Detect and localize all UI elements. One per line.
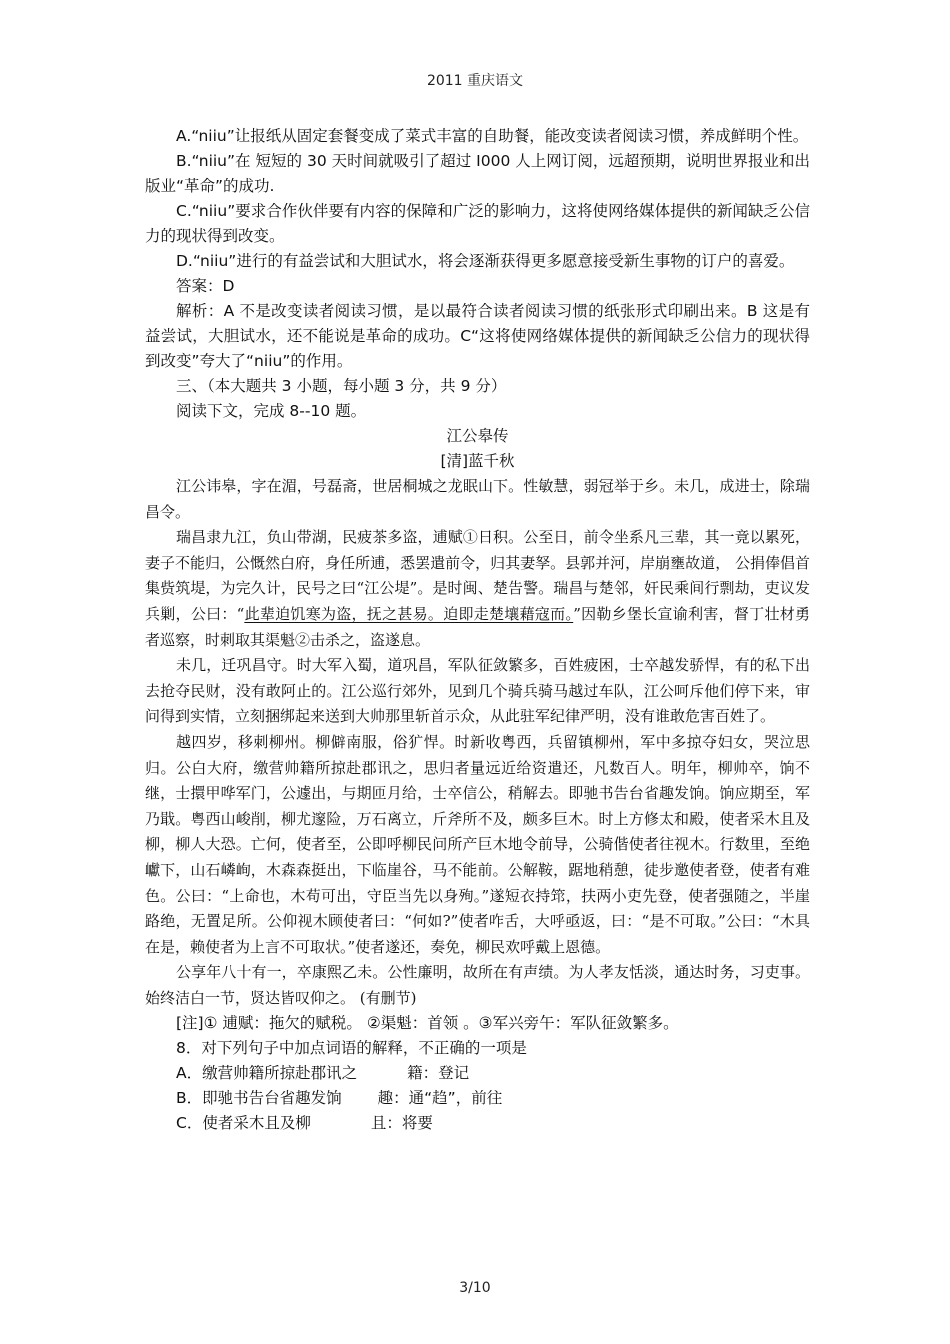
article-title: 江公皋传 bbox=[446, 427, 509, 445]
option-a-q7: A.“niiu”让报纸从固定套餐变成了菜式丰富的自助餐，能改变读者阅读习惯，养成鲜明个性。 bbox=[176, 127, 809, 145]
option-sentence: 即驰书告台省趣发饷 bbox=[202, 1089, 342, 1108]
underlined-sentence: 此辈迫饥寒为盗，抚之甚易。迫即走楚壤藉寇而。 bbox=[244, 604, 574, 623]
article-paragraph-4: 越四岁，移刺柳州。柳僻南服，俗犷悍。时新收粤西，兵留镇柳州，军中多掠夺妇女，哭泣思归。公白大府，缴营帅籍所掠赴郡讯之，思归者量远近给资遣还，凡数百人。明年，柳帅卒，饷不继，士擐甲哗军门，公遽出，与期匝月给，士卒信公，稍解去。即驰书告台省趣发饷。饷应期至，军乃戢。粤西山峻削，柳尤邃险，万石离立，斤斧所不及，颇多巨木。时上方修太和殿，使者采木且及柳，柳人大恐。亡何，使者至，公即呼柳民问所产巨木地令前导，公骑偕使者往视木。行数里，至绝巘下，山石嶙峋，木森森挺出，下临崖谷，马不能前。公解鞍，踞地稍憩，徒步邀使者登，使者有难色。公曰：“上命也，木苟可出，守臣当先以身殉。”遂短衣持筇，扶两小吏先登，使者强随之，半崖路绝，无置足所。公仰视木顾使者曰：“何如?”使者咋舌，大呼亟返，曰：“是不可取。”公曰：“木具在是，赖使者为上言不可取状。”使者遂还，奏免，柳民欢呼戴上恩德。 bbox=[145, 732, 810, 956]
page-number: 3/10 bbox=[459, 1280, 491, 1296]
answer: 答案：D bbox=[176, 277, 235, 295]
question-8-stem: 8．对下列句子中加点词语的解释，不正确的一项是 bbox=[176, 1039, 527, 1058]
page-header: 2011 重庆语文 bbox=[426, 73, 524, 89]
option-gloss: 且：将要 bbox=[370, 1114, 433, 1133]
option-label: A． bbox=[176, 1064, 203, 1083]
option-b-q7: B.“niiu”在 短短的 30 天时间就吸引了超过 I000 人上网订阅，远超预期，说明世界报业和出版业“革命”的成功. bbox=[145, 152, 810, 195]
section-instruction: 阅读下文，完成 8--10 题。 bbox=[176, 402, 367, 420]
option-label: C． bbox=[176, 1114, 203, 1133]
paragraph-2-text-a: 瑞昌隶九江，负山带湖，民疲茶多盗，逋赋①日积。公至日，前令坐系凡三辈，其一竟以累死，妻子不能归，公慨然白府，身任所逋，悉罢遣前令，归其妻孥。县郭并河，岸崩壅故道， 公捐俸倡首集赀筑堤，为完久计，民号之曰“江公堤”。是时闽、楚告警。瑞昌与楚邻，奸民乘间行剽劫，吏议发兵剿，公曰：“ bbox=[145, 528, 810, 623]
article-paragraph-1: 江公讳皋，字在湄，号磊斋，世居桐城之龙眠山下。性敏慧，弱冠举于乡。未几，成进士，除瑞昌令。 bbox=[145, 477, 810, 521]
analysis: 解析：A 不是改变读者阅读习惯，是以最符合读者阅读习惯的纸张形式印刷出来。B 这是有益尝试，大胆试水，还不能说是革命的成功。C“这将使网络媒体提供的新闻缺乏公信力的现状得到改变”夸大了“niiu”的作用。 bbox=[145, 302, 810, 370]
option-gloss: 籍：登记 bbox=[407, 1064, 470, 1083]
article-paragraph-5: 公享年八十有一，卒康熙乙未。公性廉明，故所在有声绩。为人孝友恬淡，通达时务，习吏事。始终洁白一节，贤达皆叹仰之。 (有删节) bbox=[145, 963, 810, 1007]
option-d-q7: D.“niiu”进行的有益尝试和大胆试水，将会逐渐获得更多愿意接受新生事物的订户的喜爱。 bbox=[176, 252, 795, 270]
question-8-option-b bbox=[145, 1086, 810, 1111]
document-body bbox=[145, 124, 810, 1136]
article-paragraph-2 bbox=[145, 525, 810, 653]
notes: [注]① 逋赋：拖欠的赋税。 ②渠魁：首领 。③军兴旁午：军队征敛繁多。 bbox=[176, 1014, 679, 1033]
question-8-option-a bbox=[145, 1061, 810, 1086]
section-heading: 三、（本大题共 3 小题，每小题 3 分，共 9 分） bbox=[176, 377, 507, 395]
question-8-option-c bbox=[145, 1111, 810, 1136]
article-author: [清]蓝千秋 bbox=[440, 452, 515, 470]
option-sentence: 缴营帅籍所掠赴郡讯之 bbox=[202, 1064, 358, 1083]
article-paragraph-3: 未几，迁巩昌守。时大军入蜀，道巩昌，军队征敛繁多，百姓疲困，士卒越发骄悍，有的私下出去抢夺民财，没有敢阿止的。江公巡行郊外，见到几个骑兵骑马越过车队，江公呵斥他们停下来，审问得到实情，立刻捆绑起来送到大帅那里斩首示众，从此驻军纪律严明，没有谁敢危害百姓了。 bbox=[145, 656, 810, 726]
paragraph-2-text-b: ”因勒乡堡长宣谕利害，督丁壮材勇者巡察，时刺取其渠魁②击杀之，盗遂息。 bbox=[145, 604, 810, 649]
option-gloss: 趣：通“趋”，前往 bbox=[377, 1089, 503, 1108]
option-c-q7: C.“niiu”要求合作伙伴要有内容的保障和广泛的影响力，这将使网络媒体提供的新闻缺乏公信力的现状得到改变。 bbox=[145, 202, 810, 245]
option-label: B． bbox=[176, 1089, 203, 1108]
option-sentence: 使者采木且及柳 bbox=[202, 1114, 311, 1133]
